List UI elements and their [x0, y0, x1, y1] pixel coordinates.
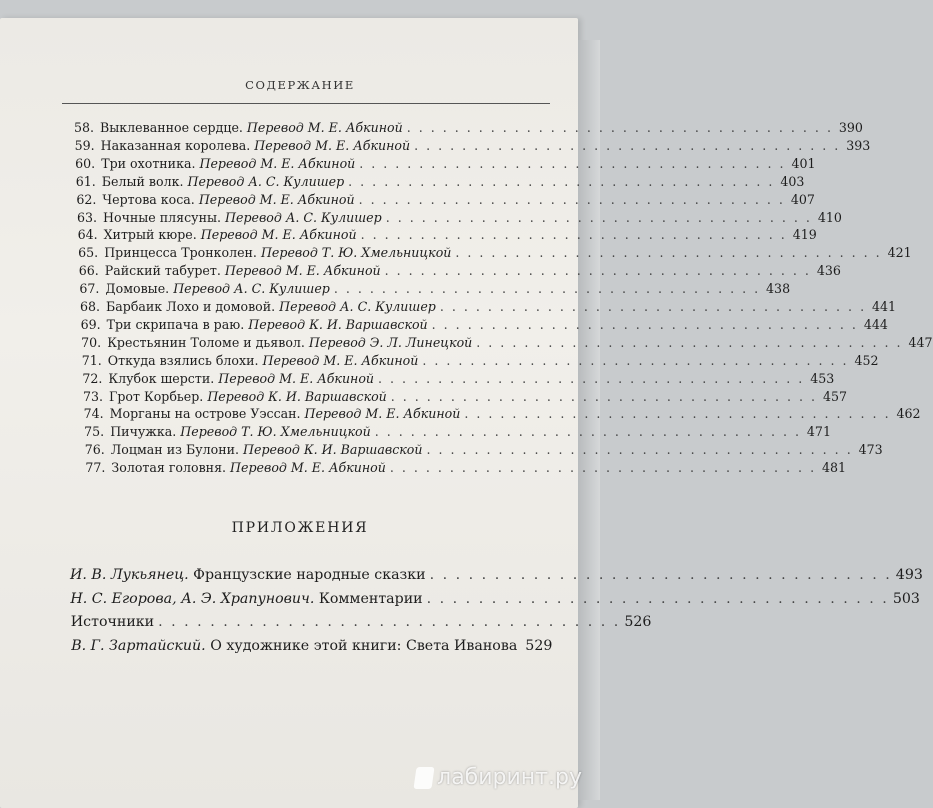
- toc-entry: [71, 442, 883, 458]
- entry-number: 74.: [83, 406, 104, 422]
- entry-title: Ночные плясуны. Перевод А. С. Кулишер: [103, 209, 382, 225]
- entry-title: Белый волк. Перевод А. С. Кулишер: [101, 173, 345, 189]
- entry-number: 68.: [79, 299, 100, 314]
- toc-entry: [62, 191, 815, 207]
- toc-entry: [66, 299, 897, 314]
- entry-number: 76.: [84, 442, 105, 458]
- entry-page: 481: [822, 460, 847, 476]
- entry-translator: Перевод К. И. Варшавской: [207, 388, 387, 404]
- entry-page: 438: [766, 281, 791, 297]
- leader-dots: . . . . . . . . . . . . . . . . . . . . . . . . . . . . . . . . . . . .: [390, 388, 818, 404]
- entry-translator: Перевод М. Е. Абкиной: [200, 227, 357, 243]
- entry-title: Три охотника. Перевод М. Е. Абкиной: [101, 155, 356, 171]
- leader-dots: . . . . . . . . . . . . . . . . . . . . . . . . . . . . . . . . . . . .: [439, 299, 867, 314]
- entry-title: Чертова коса. Перевод М. Е. Абкиной: [102, 191, 355, 207]
- entry-page: 453: [810, 370, 835, 386]
- toc-entry: [60, 120, 863, 135]
- entry-page: 473: [858, 442, 883, 458]
- appendix-page: 526: [624, 614, 652, 630]
- entry-title: Хитрый кюре. Перевод М. Е. Абкиной: [103, 227, 357, 243]
- appendix-entry: [70, 614, 652, 630]
- entry-title: Наказанная королева. Перевод М. Е. Абкиной: [100, 137, 411, 153]
- entry-translator: Перевод К. И. Варшавской: [248, 316, 428, 332]
- toc-entry: [70, 424, 831, 440]
- entry-page: 390: [838, 120, 863, 135]
- leader-dots: . . . . . . . . . . . . . . . . . . . . . . . . . . . . . . . . . . . .: [158, 614, 621, 630]
- leader-dots: . . . . . . . . . . . . . . . . . . . . . . . . . . . . . . . . . . . .: [464, 406, 891, 422]
- entry-title: Домовые. Перевод А. С. Кулишер: [105, 281, 330, 297]
- leader-dots: . . . . . . . . . . . . . . . . . . . . . . . . . . . . . . . . . . . .: [385, 209, 812, 225]
- entry-page: 444: [863, 316, 888, 332]
- toc-entry: [70, 406, 921, 422]
- entry-page: 471: [806, 424, 831, 440]
- entry-number: 61.: [75, 173, 96, 189]
- entry-number: 73.: [82, 388, 103, 404]
- entry-translator: Перевод М. Е. Абкиной: [246, 120, 403, 135]
- entry-number: 60.: [75, 155, 96, 171]
- entry-page: 401: [791, 155, 816, 171]
- appendix-entry: [71, 637, 553, 654]
- entry-title: Три скрипача в раю. Перевод К. И. Варшавской: [106, 316, 428, 332]
- appendix-item-title: Н. С. Егорова, А. Э. Храпунович. Комментарии: [70, 590, 423, 607]
- appendix-title: ПРИЛОЖЕНИЯ: [231, 520, 369, 536]
- header-rule: [62, 103, 550, 104]
- entry-number: 70.: [81, 334, 102, 350]
- entry-number: 58.: [73, 120, 94, 135]
- toc-entry: [62, 173, 805, 189]
- toc-entry: [61, 137, 871, 153]
- appendix-entry: [70, 567, 923, 583]
- entry-translator: Перевод М. Е. Абкиной: [254, 137, 411, 153]
- entry-page: 452: [854, 352, 879, 368]
- watermark-text: лабиринт.ру: [437, 765, 582, 790]
- entry-title: Выклеванное сердце. Перевод М. Е. Абкиной: [100, 120, 403, 135]
- leader-dots: . . . . . . . . . . . . . . . . . . . . . . . . . . . . . . . . . . . .: [476, 334, 903, 350]
- appendix-entry: [70, 590, 920, 607]
- labirint-logo-icon: [414, 767, 435, 789]
- entry-number: 59.: [74, 137, 95, 153]
- entry-page: 447: [908, 334, 933, 350]
- entry-title: Грот Корбьер. Перевод К. И. Варшавской: [109, 388, 387, 404]
- entry-translator: Перевод М. Е. Абкиной: [304, 406, 461, 422]
- entry-translator: Перевод А. С. Кулишер: [173, 281, 330, 297]
- appendix-author: Н. С. Егорова, А. Э. Храпунович.: [70, 590, 315, 607]
- leader-dots: . . . . . . . . . . . . . . . . . . . . . . . . . . . . . . . . . . . .: [360, 227, 787, 243]
- entry-page: 436: [816, 263, 841, 279]
- entry-number: 62.: [76, 191, 97, 207]
- entry-page: 407: [790, 191, 815, 207]
- entry-number: 72.: [82, 370, 103, 386]
- leader-dots: . . . . . . . . . . . . . . . . . . . . . . . . . . . . . . . . . . . .: [384, 263, 811, 279]
- leader-dots: . . . . . . . . . . . . . . . . . . . . . . . . . . . . . . . . . . . .: [406, 120, 833, 135]
- entry-number: 63.: [76, 209, 97, 225]
- appendix-page: 493: [895, 567, 923, 583]
- entry-translator: Перевод М. Е. Абкиной: [198, 191, 355, 207]
- entry-page: 462: [896, 406, 921, 422]
- appendix-item-title: В. Г. Зартайский. О художнике этой книги: Света Иванова: [71, 637, 518, 654]
- leader-dots: . . . . . . . . . . . . . . . . . . . . . . . . . . . . . . . . . . . .: [378, 370, 805, 386]
- entry-translator: Перевод К. И. Варшавской: [243, 442, 423, 458]
- toc-entry: [68, 370, 835, 386]
- entry-translator: Перевод М. Е. Абкиной: [224, 263, 381, 279]
- appendix-page: 503: [892, 590, 920, 607]
- entry-translator: Перевод М. Е. Абкиной: [230, 460, 386, 476]
- entry-translator: Перевод А. С. Кулишер: [187, 173, 345, 189]
- appendix-item-title: Источники: [70, 614, 155, 630]
- leader-dots: . . . . . . . . . . . . . . . . . . . . . . . . . . . . . . . . . . . .: [374, 424, 801, 440]
- entry-page: 457: [822, 388, 848, 404]
- toc-entry: [64, 245, 912, 261]
- appendix-page: 529: [525, 637, 553, 654]
- entry-page: 393: [846, 137, 871, 153]
- entry-page: 421: [887, 245, 912, 261]
- leader-dots: . . . . . . . . . . . . . . . . . . . . . . . . . . . . . . . . . . . .: [358, 191, 785, 207]
- leader-dots: . . . . . . . . . . . . . . . . . . . . . . . . . . . . . . . . . . . .: [414, 137, 841, 153]
- entry-title: Клубок шерсти. Перевод М. Е. Абкиной: [108, 370, 375, 386]
- entry-title: Райский табурет. Перевод М. Е. Абкиной: [104, 263, 381, 279]
- entry-title: Лоцман из Булони. Перевод К. И. Варшавской: [110, 442, 423, 458]
- watermark: [415, 765, 582, 790]
- toc-entry: [64, 227, 817, 243]
- leader-dots: . . . . . . . . . . . . . . . . . . . . . . . . . . . . . . . . . . . .: [431, 316, 858, 332]
- toc-entry: [69, 388, 848, 404]
- entry-page: 419: [792, 227, 817, 243]
- appendix-item-title: И. В. Лукьянец. Французские народные сказки: [70, 567, 426, 583]
- entry-number: 66.: [78, 263, 99, 279]
- entry-title: Принцесса Тронколен. Перевод Т. Ю. Хмельницкой: [104, 245, 452, 261]
- leader-dots: . . . . . . . . . . . . . . . . . . . . . . . . . . . . . . . . . . . .: [426, 442, 853, 458]
- entry-number: 69.: [80, 316, 101, 332]
- toc-entry: [67, 316, 888, 332]
- leader-dots: . . . . . . . . . . . . . . . . . . . . . . . . . . . . . . . . . . . .: [426, 590, 889, 607]
- entry-title: Золотая головня. Перевод М. Е. Абкиной: [111, 460, 386, 476]
- entry-translator: Перевод М. Е. Абкиной: [218, 370, 375, 386]
- entry-number: 67.: [79, 281, 100, 297]
- toc-entry: [63, 209, 842, 225]
- page-header: СОДЕРЖАНИЕ: [245, 78, 355, 92]
- entry-translator: Перевод Т. Ю. Хмельницкой: [260, 245, 452, 261]
- leader-dots: . . . . . . . . . . . . . . . . . . . . . . . . . . . . . . . . . . . .: [422, 352, 849, 368]
- entry-title: Барбаик Лохо и домовой. Перевод А. С. Кулишер: [106, 299, 436, 314]
- toc-entry: [65, 281, 791, 297]
- appendix-author: В. Г. Зартайский.: [71, 637, 206, 654]
- entry-title: Крестьянин Толоме и дьявол. Перевод Э. Л. Линецкой: [107, 334, 473, 350]
- toc-entry: [65, 263, 841, 279]
- leader-dots: . . . . . . . . . . . . . . . . . . . . . . . . . . . . . . . . . . . .: [429, 567, 892, 583]
- entry-number: 64.: [77, 227, 98, 243]
- toc-entry: [61, 155, 816, 171]
- leader-dots: . . . . . . . . . . . . . . . . . . . . . . . . . . . . . . . . . . . .: [348, 173, 775, 189]
- toc-entry: [67, 334, 933, 350]
- entry-number: 71.: [81, 352, 102, 368]
- leader-dots: . . . . . . . . . . . . . . . . . . . . . . . . . . . . . . . . . . . .: [389, 460, 817, 476]
- entry-translator: Перевод А. С. Кулишер: [279, 299, 436, 314]
- leader-dots: . . . . . . . . . . . . . . . . . . . . . . . . . . . . . . . . . . . .: [359, 155, 786, 171]
- entry-page: 441: [872, 299, 897, 314]
- entry-translator: Перевод Т. Ю. Хмельницкой: [180, 424, 371, 440]
- entry-number: 75.: [84, 424, 105, 440]
- entry-title: Пичужка. Перевод Т. Ю. Хмельницкой: [110, 424, 371, 440]
- leader-dots: . . . . . . . . . . . . . . . . . . . . . . . . . . . . . . . . . . . .: [455, 245, 882, 261]
- entry-title: Морганы на острове Уэссан. Перевод М. Е. Абкиной: [109, 406, 461, 422]
- leader-dots: . . . . . . . . . . . . . . . . . . . . . . . . . . . . . . . . . . . .: [333, 281, 761, 297]
- entry-translator: Перевод М. Е. Абкиной: [262, 352, 419, 368]
- appendix-author: И. В. Лукьянец.: [70, 567, 189, 583]
- entry-title: Откуда взялись блохи. Перевод М. Е. Абкиной: [107, 352, 419, 368]
- entry-translator: Перевод М. Е. Абкиной: [199, 155, 356, 171]
- toc-entry: [68, 352, 879, 368]
- entry-number: 77.: [85, 460, 106, 476]
- entry-translator: Перевод А. С. Кулишер: [225, 209, 382, 225]
- entry-page: 403: [780, 173, 805, 189]
- toc-entry: [71, 460, 847, 476]
- entry-page: 410: [817, 209, 842, 225]
- entry-number: 65.: [78, 245, 99, 261]
- entry-translator: Перевод Э. Л. Линецкой: [308, 334, 473, 350]
